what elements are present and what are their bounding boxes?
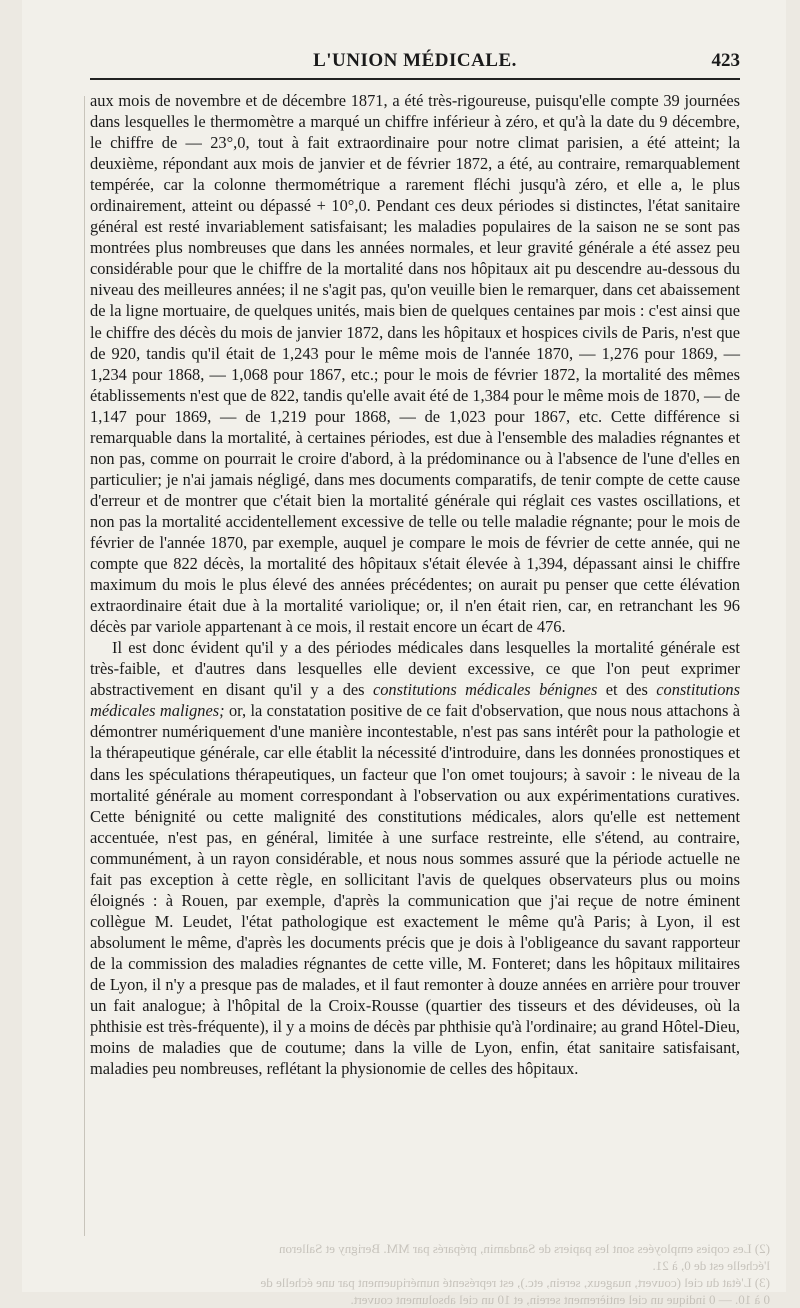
emphasis-constitutions-benignes: constitutions médicales bénignes <box>372 680 598 700</box>
show-through-line-3: (3) L'état du ciel (couvert, nuageux, serein, etc.), est représenté numériquement par une échelle de <box>260 1275 770 1290</box>
show-through-footnotes <box>90 1240 770 1308</box>
page-number: 423 <box>711 50 740 71</box>
article-body <box>90 90 740 1079</box>
journal-title: L'UNION MÉDICALE. <box>313 50 517 71</box>
show-through-line-4: 0 à 10. — 0 indique un ciel entièrement serein, et 10 un ciel absolument couvert. <box>350 1292 770 1307</box>
paragraph-2-part-b: et des <box>597 680 657 700</box>
emphasis-constitutions-malignes: constitutions médicales malignes; <box>90 680 740 721</box>
paragraph-2 <box>90 637 740 1079</box>
paragraph-2-part-c: or, la constatation positive de ce fait d'observation, que nous nous attachons à démontrer numériquement d'une manière incontestable, n'est pas sans intérêt pour la pathologie et la thérapeutique générale, car elle établit la nécessité d'introduire, dans les données pronostiques et dans les spéculations thérapeutiques, un facteur que l'on omet toujours; à savoir : le niveau de la mortalité générale au moment correspondant à l'observation ou aux expérimentations curatives. Cette bénignité ou cette malignité des constitutions médicales, alors qu'elle est nettement accentuée, n'est pas, en général, limitée à une surface restreinte, elle s'étend, au contraire, communément, à un rayon considérable, et nous nous sommes assuré que la période actuelle ne fait pas exception à cette règle, en sollicitant l'avis de quelques observateurs plus ou moins éloignés : à Rouen, par exemple, d'après la communication que j'ai reçue de notre éminent collègue M. Leudet, l'état pathologique est exactement le même qu'à Paris; à Lyon, il est absolument le même, d'après les documents précis que je dois à l'obligeance du savant rapporteur de la commission des maladies régnantes de cette ville, M. Fonteret; dans les hôpitaux militaires de Lyon, il n'y a presque pas de malades, et il faut remonter à douze années en arrière pour trouver un fait analogue; à l'hôpital de la Croix-Rousse (quartier des tisseurs et des dévideuses, où la phthisie est très-fréquente), il y a moins de décès par phthisie qu'à l'ordinaire; au grand Hôtel-Dieu, moins de maladies que de coutume; dans la ville de Lyon, enfin, état sanitaire satisfaisant, maladies peu nombreuses, reflétant la physionomie de celles des hôpitaux. <box>90 701 741 1079</box>
paragraph-2-part-a: Il est donc évident qu'il y a des périodes médicales dans lesquelles la mortalité générale est très-faible, et d'autres dans lesquelles elle devient excessive, ce que l'on peut exprimer abstractivement en disant qu'il y a des <box>90 638 740 700</box>
show-through-line-1: (2) Les copies employées sont les papiers de Sandamin, préparés par MM. Berigny et Salleron <box>279 1241 770 1256</box>
running-header <box>90 50 740 74</box>
header-rule <box>90 78 740 80</box>
paragraph-1: aux mois de novembre et de décembre 1871, a été très-rigoureuse, puisqu'elle compte 39 journées dans lesquelles le thermomètre a marqué un chiffre inférieur à zéro, et qu'à la date du 9 décembre, le chiffre de — 23°,0, tout à fait extraordinaire pour notre climat parisien, a été atteint; la deuxième, répondant aux mois de janvier et de février 1872, a été, au contraire, remarquablement tempérée, car la colonne thermométrique a rarement fléchi jusqu'à zéro, et elle a, le plus ordinairement, atteint ou dépassé + 10°,0. Pendant ces deux périodes si distinctes, l'état sanitaire général est resté invariablement satisfaisant; les maladies populaires de la saison ne se sont pas montrées plus nombreuses que dans les années normales, et leur gravité générale a été assez peu considérable pour que le chiffre de la mortalité dans nos hôpitaux ait pu descendre au-dessous du niveau des meilleures années; il ne s'agit pas, qu'on veuille bien le remarquer, dans cet abaissement de la ligne mortuaire, de quelques unités, mais bien de quelques centaines par mois : c'est ainsi que le chiffre des décès du mois de janvier 1872, dans les hôpitaux et hospices civils de Paris, n'est que de 920, tandis qu'il était de 1,243 pour le même mois de l'année 1870, — 1,276 pour 1869, — 1,234 pour 1868, — 1,068 pour 1867, etc.; pour le mois de février 1872, la mortalité des mêmes établissements n'est que de 822, tandis qu'elle avait été de 1,384 pour le même mois de 1870, — de 1,147 pour 1869, — de 1,219 pour 1868, — de 1,023 pour 1867, etc. Cette différence si remarquable dans la mortalité, à certaines périodes, est due à l'ensemble des maladies régnantes et non pas, comme on pourrait le croire d'abord, à la prédominance ou à l'absence de l'une d'elles en particulier; je n'ai jamais négligé, dans mes documents comparatifs, de tenir compte de cette cause d'erreur et de montrer que c'était bien la mortalité générale qui réglait ces vastes oscillations, et non pas la mortalité accidentellement excessive de telle ou telle maladie régnante; pour le mois de février de l'année 1870, par exemple, auquel je compare le mois de février de cette année, qui ne compte que 822 décès, la mortalité des hôpitaux s'était élevée à 1,394, dépassant ainsi le chiffre maximum du mois le plus élevé des années précédentes; on aurait pu penser que cette élévation extraordinaire était due à la mortalité variolique; or, il n'en était rien, car, en retranchant les 96 décès par variole appartenant à ce mois, il restait encore un écart de 476. <box>90 91 740 637</box>
gutter-shadow <box>84 96 85 1236</box>
show-through-line-2: l'échelle est de 0, à 21. <box>652 1258 770 1273</box>
